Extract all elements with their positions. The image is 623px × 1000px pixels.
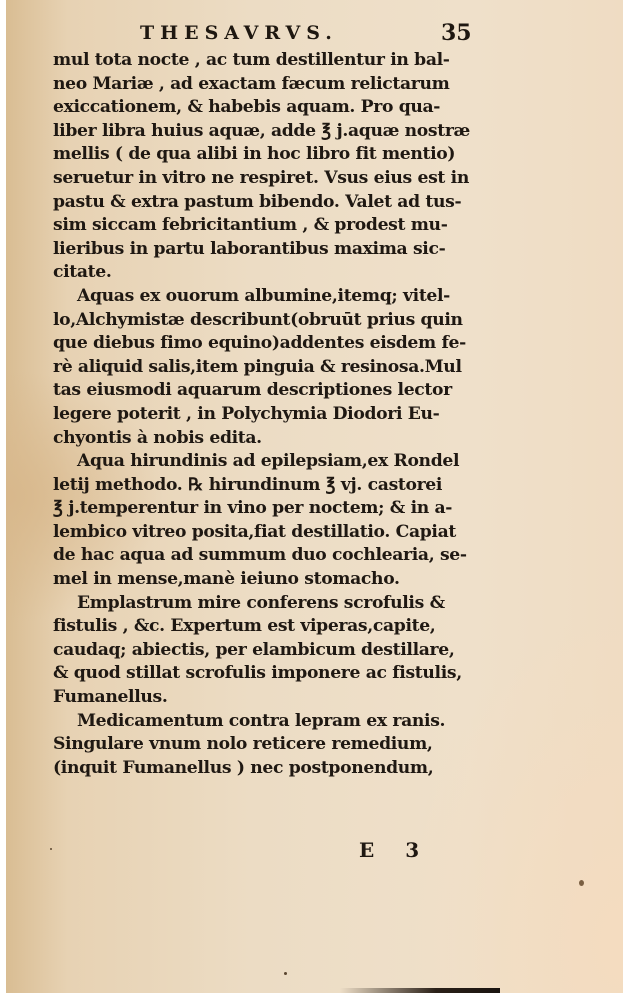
text-line: exiccationem, & habebis aquam. Pro qua- (53, 97, 441, 118)
text-line: seruetur in vitro ne respiret. Vsus eius est in (53, 167, 469, 188)
text-line: ℥ j.temperentur in vino per noctem; & in a- (53, 498, 453, 519)
book-page (6, 0, 623, 993)
text-line: chyontis à nobis edita. (53, 427, 262, 448)
text-line: & quod stillat scrofulis imponere ac fistulis, (53, 663, 462, 684)
text-line: (inquit Fumanellus ) nec postponendum, (53, 757, 434, 778)
text-line: fistulis , &c. Expertum est viperas,capite, (53, 616, 436, 637)
scan-border-left (0, 0, 6, 1000)
text-line: mul tota nocte , ac tum destillentur in bal- (53, 50, 450, 70)
text-line: lieribus in partu laborantibus maxima sic- (53, 238, 446, 259)
text-line: pastu & extra pastum bibendo. Valet ad tus- (53, 191, 462, 212)
page-header (6, 18, 623, 48)
running-title: THESAVRVS. (140, 22, 338, 44)
paper-speck (284, 972, 287, 975)
paragraph-start: Aqua hirundinis ad epilepsiam,ex Rondel (77, 451, 460, 472)
page-number: 35 (441, 20, 472, 46)
text-line: tas eiusmodi aquarum descriptiones lector (53, 380, 452, 401)
signature-mark: E 3 (359, 838, 432, 862)
page-shadow (340, 988, 500, 993)
paper-speck (50, 848, 52, 850)
paper-speck (579, 880, 584, 886)
text-line: mellis ( de qua alibi in hoc libro fit mentio) (53, 144, 456, 165)
text-line: que diebus fimo equino)addentes eisdem fe- (53, 333, 466, 354)
paragraph-start: Medicamentum contra lepram ex ranis. (77, 710, 446, 731)
body-text (53, 49, 483, 780)
text-line: Singulare vnum nolo reticere remedium, (53, 734, 433, 755)
text-line: de hac aqua ad summum duo cochlearia, se- (53, 545, 467, 566)
text-line: caudaq; abiectis, per elambicum destillare, (53, 639, 455, 660)
text-line: neo Mariæ , ad exactam fæcum relictarum (53, 73, 450, 94)
paragraph-start: Emplastrum mire conferens scrofulis & (77, 592, 445, 613)
scan-border-bottom (0, 993, 623, 1000)
text-line: rè aliquid salis,item pinguia & resinosa.Mul (53, 356, 462, 377)
text-line: Fumanellus. (53, 687, 168, 708)
text-line: lembico vitreo posita,fiat destillatio. Capiat (53, 521, 456, 542)
paragraph-start: Aquas ex ouorum albumine,itemq; vitel- (77, 285, 450, 306)
text-line: citate. (53, 262, 112, 283)
text-line: mel in mense,manè ieiuno stomacho. (53, 569, 400, 590)
text-line: letij methodo. ℞ hirundinum ℥ vj. castorei (53, 474, 443, 495)
text-line: sim siccam febricitantium , & prodest mu- (53, 215, 448, 236)
text-line: liber libra huius aquæ, adde ℥ j.aquæ nostræ (53, 120, 470, 141)
text-line: lo,Alchymistæ describunt(obruūt prius quin (53, 309, 463, 330)
text-line: legere poterit , in Polychymia Diodori Eu- (53, 403, 440, 424)
